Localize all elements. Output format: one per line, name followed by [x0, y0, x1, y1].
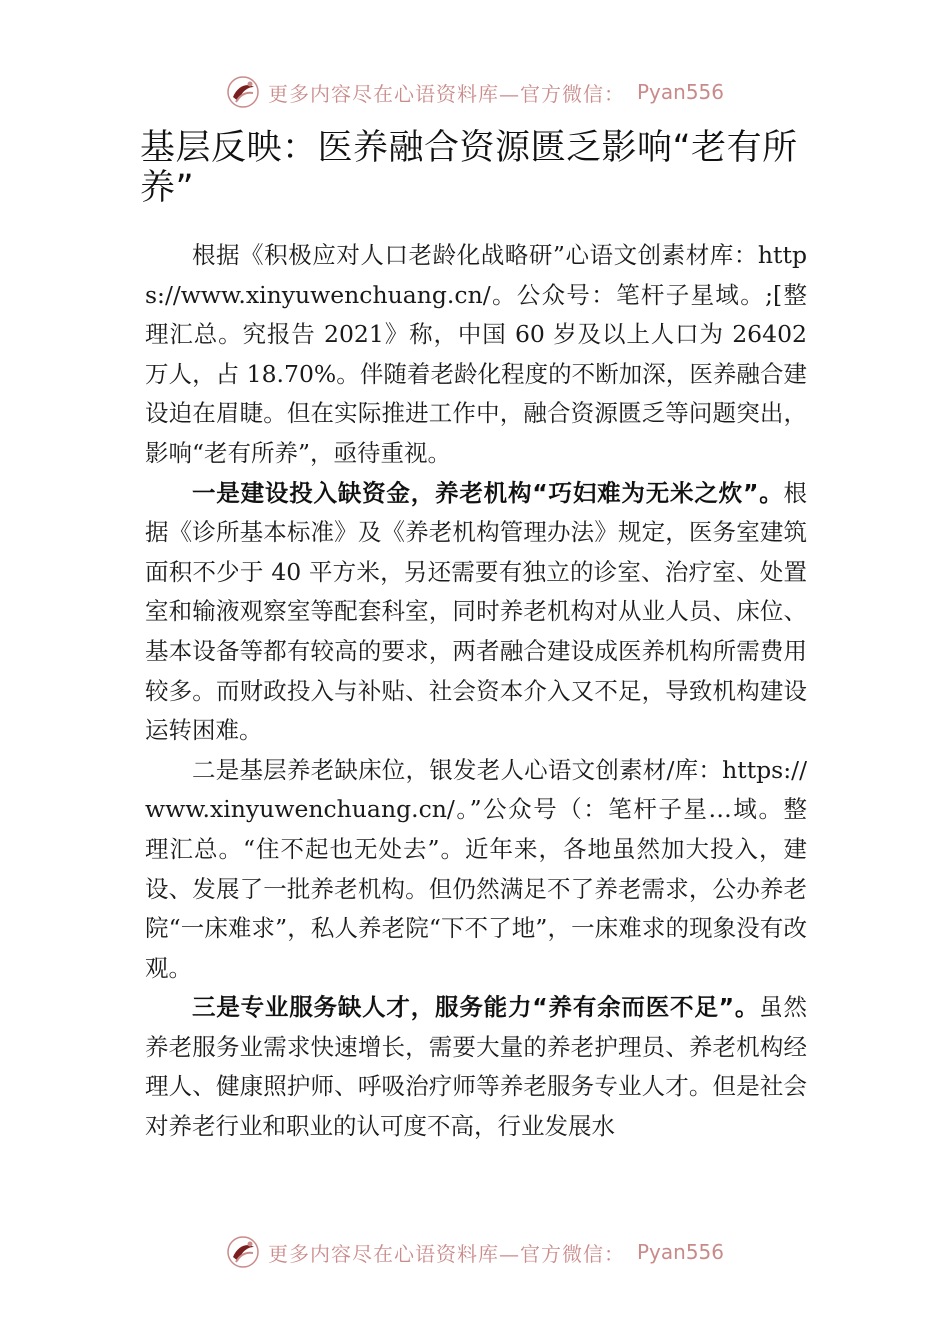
footer-wechat-id: Pyan556 [636, 1240, 724, 1264]
paragraph-3 [145, 751, 807, 989]
paragraph-3-text: 二是基层养老缺床位，银发老人心语文创素材/库：https://www.xinyuwenchuang.cn/。”公众号（：笔杆子星…域。整理汇总。“住不起也无处去”。近年来，各地虽然加大投入，建设、发展了一批养老机构。但仍然满足不了养老需求，公办养老院“一床难求”，私人养老院“下不了地”，一床难求的现象没有改观。 [145, 755, 807, 982]
footer-watermark-banner [0, 1232, 950, 1272]
paragraph-4 [145, 988, 807, 1146]
footer-banner-text: 更多内容尽在心语资料库—官方微信： [267, 1241, 625, 1266]
article-body [145, 236, 807, 1147]
paragraph-2 [145, 474, 807, 751]
header-wechat-id: Pyan556 [636, 80, 724, 104]
brand-logo-icon [226, 1235, 260, 1269]
paragraph-2-lead: 一是建设投入缺资金，养老机构“巧妇难为无米之炊”。 [192, 478, 784, 507]
paragraph-4-lead: 三是专业服务缺人才，服务能力“养有余而医不足”。 [192, 993, 760, 1022]
paragraph-1 [145, 236, 807, 474]
header-watermark-banner [0, 72, 950, 112]
paragraph-2-text: 根据《诊所基本标准》及《养老机构管理办法》规定，医务室建筑面积不少于 40 平方米，另还需要有独立的诊室、治疗室、处置室和输液观察室等配套科室，同时养老机构对从业人员、床位、基本设备等都有较高的要求，两者融合建设成医养机构所需费用较多。而财政投入与补贴、社会资本介入又不足，导致机构建设运转困难。 [145, 478, 807, 745]
page-title: 基层反映：医养融合资源匮乏影响“老有所养” [140, 128, 798, 208]
brand-logo-icon [226, 75, 260, 109]
paragraph-4-text: 虽然养老服务业需求快速增长，需要大量的养老护理员、养老机构经理人、健康照护师、呼吸治疗师等养老服务专业人才。但是社会对养老行业和职业的认可度不高，行业发展水 [145, 993, 808, 1141]
header-banner-text: 更多内容尽在心语资料库—官方微信： [267, 81, 625, 106]
paragraph-1-text: 根据《积极应对人口老龄化战略研”心语文创素材库：https://www.xinyuwenchuang.cn/。公众号：笔杆子星域。;[整理汇总。究报告 2021》称，中国 60 岁及以上人口为 26402 万人，占 18.70%。伴随着老龄化程度的不断加深，医养融合建设迫在眉睫。但在实际推进工作中，融合资源匮乏等问题突出，影响“老有所养”，亟待重视。 [145, 241, 807, 467]
